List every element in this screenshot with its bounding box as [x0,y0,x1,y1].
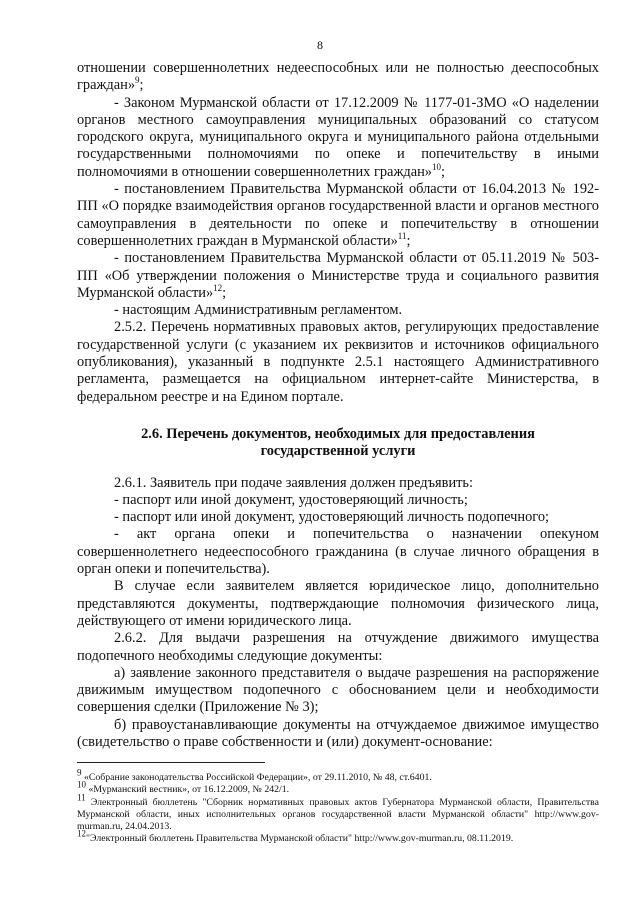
footnote-separator [77,762,265,763]
paragraph: В случае если заявителем является юридическое лицо, дополнительно представляются документы, подтверждающие полномочия физического лица, действующего от имени юридического лица. [77,578,599,629]
paragraph-punctuation: ; [441,163,445,180]
document-body [77,60,599,751]
paragraph [77,181,599,250]
footnote [77,767,599,784]
paragraph [77,95,599,181]
paragraph: 2.6.1. Заявитель при подаче заявления должен предъявить: [114,474,473,491]
footnote-ref: 10 [432,161,441,172]
paragraph-text: - Законом Мурманской области от 17.12.2009 № 1177-01-ЗМО «О наделении органов местного самоуправления муниципальных образований со статусом городского округа, муниципального округа и муниципального района отдельными государственными полномочиями по опеке и попечительству в иными полномочиями в отношении совершеннолетних граждан» [77,94,599,180]
paragraph-text: - постановлением Правительства Мурманской области от 05.11.2019 № 503-ПП «Об утверждении положения о Министерстве труда и социального развития Мурманской области» [77,250,599,301]
paragraph [77,302,599,319]
footnote-ref: 9 [135,75,140,86]
paragraph [77,250,599,302]
paragraph: - паспорт или иной документ, удостоверяющий личность; [114,491,468,508]
paragraph: б) правоустанавливающие документы на отчуждаемое движимое имущество (свидетельство о праве собственности и (или) документ-основание: [77,716,599,750]
footnote-number: 12 [77,829,86,840]
footnote-number: 10 [77,780,86,791]
paragraph-punctuation: ; [139,77,144,94]
paragraph: а) заявление законного представителя о выдаче разрешения на распоряжение движимым имуществом подопечного с обоснованием цели и необходимости совершения сделки (Приложение № 3); [77,664,599,716]
paragraph: - паспорт или иной документ, удостоверяющий личность подопечного; [114,509,550,526]
footnote [77,792,599,834]
section-heading [77,426,599,461]
footnote-text: «Собрание законодательства Российской Федерации», от 29.11.2010, № 48, ст.6401. [81,772,432,783]
paragraph: 2.6.2. Для выдачи разрешения на отчуждение движимого имущества подопечного необходимы следующие документы: [77,630,599,664]
paragraph-text: - настоящим Административным регламентом. [114,302,403,319]
paragraph [77,60,599,95]
footnote [77,780,599,796]
paragraph-text: 2.5.2. Перечень нормативных правовых актов, регулирующих предоставление государственной услуги (с указанием их реквизитов и источников официального опубликования), указанный в подпункте 2.5.1 настоящего Административного регламента, размещается на официальном интернет-сайте Министерства, в федеральном реестре и на Едином портале. [77,319,599,405]
paragraph [77,319,599,405]
paragraph-text: - постановлением Правительства Мурманской области от 16.04.2013 № 192-ПП «О порядке взаимодействия органов государственной власти и органов местного самоуправления в деятельности по опеке и попечительству в отношении совершеннолетних граждан в Мурманской области» [77,181,599,249]
section-heading-line-1: 2.6. Перечень документов, необходимых для предоставления [141,425,535,442]
footnote-text: "Электронный бюллетень Правительства Мурманской области" http://www.gov-murman.ru, 08.11.2019. [86,833,514,845]
footnote-ref: 11 [397,231,407,242]
page-number: 8 [317,38,323,52]
footnote-ref: 12 [213,283,223,294]
paragraph: - акт органа опеки и попечительства о назначении опекуном совершеннолетнего недееспособного гражданина (в случае личного обращения в орган опеки и попечительства). [77,526,599,578]
law-list [77,60,599,406]
footnote-text: «Мурманский вестник», от 16.12.2009, № 242/1. [86,784,290,796]
footnote [77,829,599,845]
paragraph-text: отношении совершеннолетних недееспособных или не полностью дееспособных граждан» [77,60,599,94]
footnote-text: Электронный бюллетень "Сборник нормативных правовых актов Губернатора Мурманской области, Правительства Мурманской области, иных исполнительных органов государственной власти Мурманской области" http://www.gov-murman.ru, 24.04.2013. [77,796,599,833]
documents-list [77,475,599,752]
footnotes [77,762,599,846]
section-heading-line-2: государственной услуги [260,443,416,460]
footnote-number: 9 [77,767,82,778]
footnote-number: 11 [77,792,86,803]
paragraph-punctuation: ; [222,284,227,301]
footnote-list [77,767,599,846]
paragraph-punctuation: ; [406,232,411,249]
